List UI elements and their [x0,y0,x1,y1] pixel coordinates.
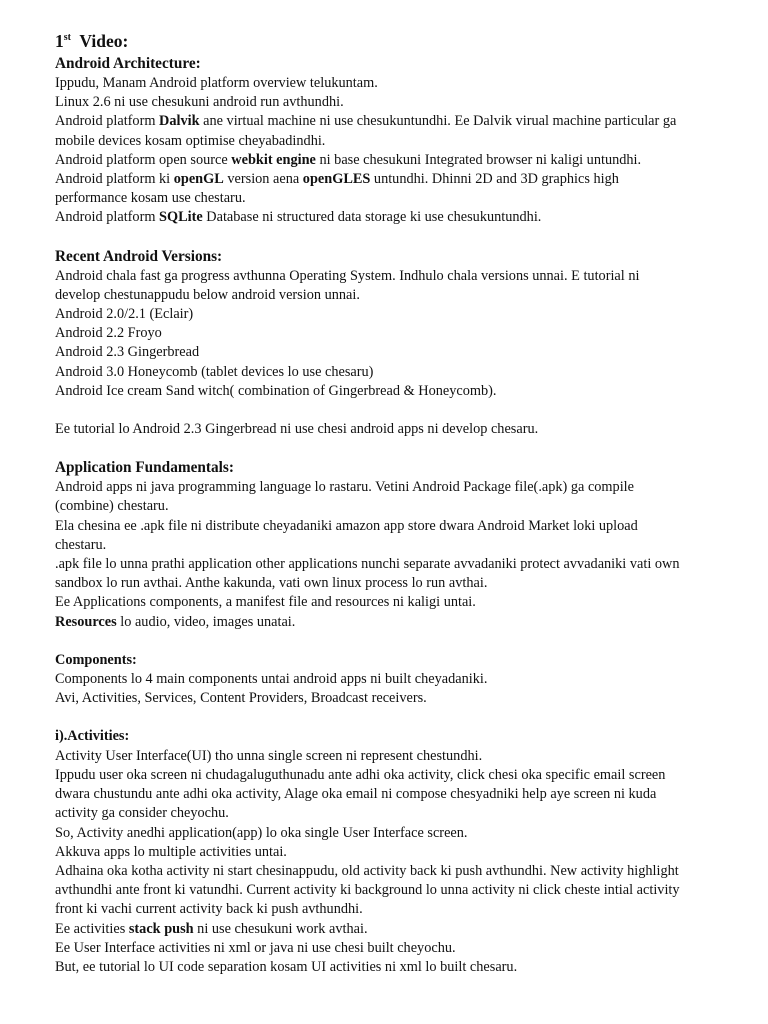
bold-term: openGLES [302,171,371,188]
paragraph-line: But, ee tutorial lo UI code separation kosam UI activities ni xml lo built chesaru. [55,958,518,975]
version-item: Android 2.3 Gingerbread [55,344,200,361]
paragraph-line: Adhaina oka kotha activity ni start chesinappudu, old activity back ki push avthundhi. New activity highlight [55,862,679,879]
paragraph-line: Ee User Interface activities ni xml or java ni use chesi built cheyochu. [55,939,456,956]
version-item: Android 3.0 Honeycomb (tablet devices lo use chesaru) [55,363,374,380]
paragraph-line: performance kosam use chestaru. [55,190,246,207]
paragraph-line: Components lo 4 main components untai android apps ni built cheyadaniki. [55,671,488,688]
paragraph-line: (combine) chestaru. [55,498,169,515]
paragraph-line: Linux 2.6 ni use chesukuni android run avthundhi. [55,94,344,111]
section-heading-fundamentals: Application Fundamentals: [55,459,234,477]
paragraph-line: Android platform ki openGL version aena openGLES untundhi. Dhinni 2D and 3D graphics high [55,171,619,188]
paragraph-line: Android platform Dalvik ane virtual machine ni use chesukuntundhi. Ee Dalvik virual machine particular ga [55,113,677,130]
paragraph-line: Android apps ni java programming language lo rastaru. Vetini Android Package file(.apk) ga compile [55,479,634,496]
title-text: Video: [79,31,129,51]
bold-term: webkit engine [231,151,316,168]
spacer [55,632,738,651]
paragraph-line: mobile devices kosam optimise cheyabadindhi. [55,132,326,149]
bold-term: stack push [128,920,194,937]
paragraph-line: chestaru. [55,536,107,553]
paragraph-line: Ee Applications components, a manifest file and resources ni kaligi untai. [55,594,476,611]
page-title [55,30,738,52]
paragraph-line: front ki vachi current activity back ki push avthundhi. [55,901,363,918]
paragraph-line: develop chestunappudu below android version unnai. [55,286,360,303]
bold-term: Dalvik [159,113,200,130]
bold-term: Resources [55,613,117,630]
version-item: Android Ice cream Sand witch( combination of Gingerbread & Honeycomb). [55,382,497,399]
paragraph-line: activity ga consider cheyochu. [55,805,229,822]
paragraph-line: .apk file lo unna prathi application other applications nunchi separate avvadaniki protect avvadaniki vati own [55,556,680,573]
section-heading-activities: i).Activities: [55,728,130,745]
spacer [55,228,738,247]
bold-term: openGL [173,171,224,188]
paragraph-line: dwara chustundu ante adhi oka activity, Alage oka email ni compose chesyadniki help aye screen ni kuda [55,786,657,803]
paragraph-line: Activity User Interface(UI) tho unna single screen ni represent chestundhi. [55,747,483,764]
paragraph-line: Akkuva apps lo multiple activities untai. [55,843,287,860]
spacer [55,401,738,420]
section-heading-components: Components: [55,651,137,668]
spacer [55,439,738,458]
paragraph-line: Ee tutorial lo Android 2.3 Gingerbread ni use chesi android apps ni develop chesaru. [55,421,539,438]
paragraph-line: So, Activity anedhi application(app) lo oka single User Interface screen. [55,824,468,841]
title-superscript: st [63,32,71,44]
paragraph-line: Android chala fast ga progress avthunna Operating System. Indhulo chala versions unnai. E tutorial ni [55,267,640,284]
title-number: 1 [55,31,64,51]
bold-term: SQLite [159,209,203,226]
paragraph-line: Ippudu, Manam Android platform overview telukuntam. [55,75,378,91]
section-heading-versions: Recent Android Versions: [55,247,223,265]
paragraph-line: Android platform open source webkit engine ni base chesukuni Integrated browser ni kaligi untundhi. [55,151,642,168]
paragraph-line: Ippudu user oka screen ni chudagaluguthunadu ante adhi oka activity, click chesi oka specific email screen [55,766,666,783]
paragraph-line: Android platform SQLite Database ni structured data storage ki use chesukuntundhi. [55,209,542,226]
paragraph-line: Resources lo audio, video, images unatai. [55,613,296,630]
paragraph-line: Ee activities stack push ni use chesukuni work avthai. [55,920,368,937]
paragraph-line: Ela chesina ee .apk file ni distribute cheyadaniki amazon app store dwara Android Market loki upload [55,517,638,534]
paragraph-line: avthundhi ante front ki vatundhi. Current activity ki background lo unna activity ni click cheste intial activity [55,882,680,899]
version-item: Android 2.0/2.1 (Eclair) [55,306,194,323]
section-heading-architecture: Android Architecture: [55,55,201,72]
spacer [55,708,738,727]
paragraph-line: Avi, Activities, Services, Content Providers, Broadcast receivers. [55,690,427,707]
paragraph-line: sandbox lo run avthai. Anthe kakunda, vati own linux process lo run avthai. [55,575,488,592]
version-item: Android 2.2 Froyo [55,325,162,342]
